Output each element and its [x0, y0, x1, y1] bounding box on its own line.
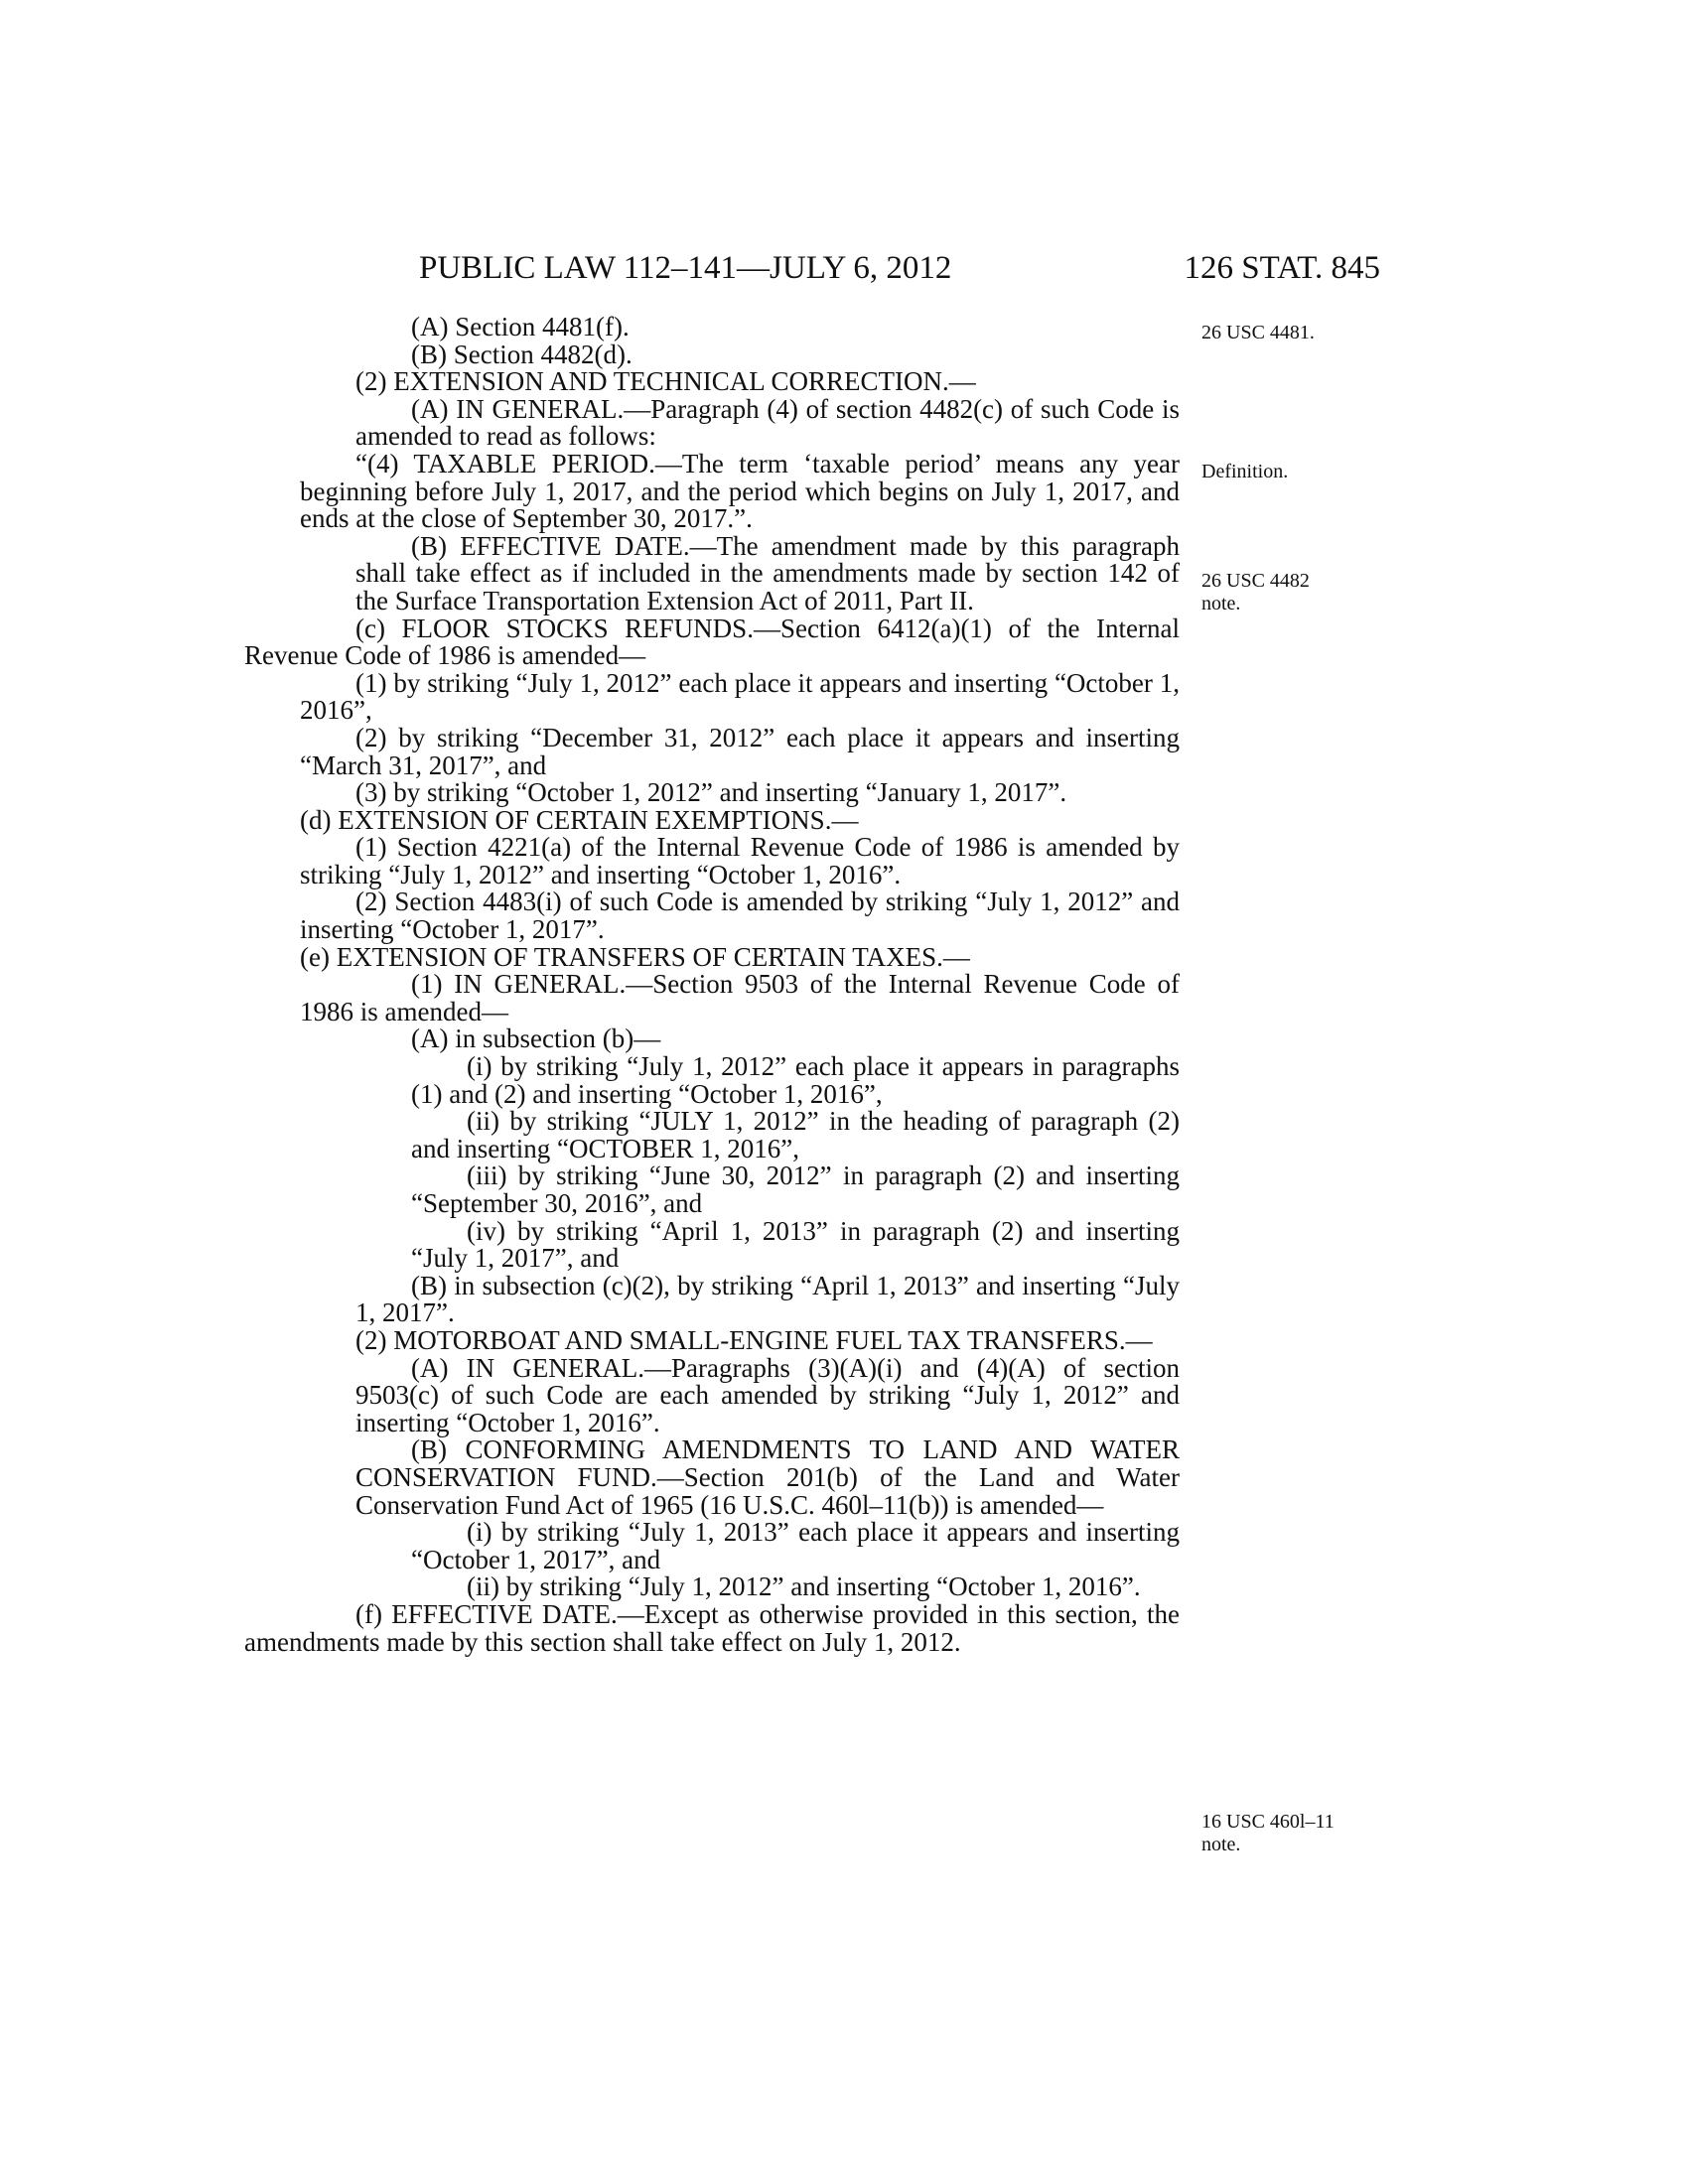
- paragraph: (B) EFFECTIVE DATE.—The amendment made by this paragraph shall take effect as if included in the amendments made by section 142 of the Surface Transportation Extension Act of 2011, Part II.: [355, 530, 1180, 615]
- paragraph: (i) by striking “July 1, 2013” each place it appears and inserting “October 1, 2017”, and: [411, 1517, 1180, 1574]
- paragraph: (iv) by striking “April 1, 2013” in paragraph (2) and inserting “July 1, 2017”, and: [411, 1215, 1180, 1274]
- margin-note: 26 USC 4482 note.: [1201, 570, 1310, 614]
- paragraph: (A) IN GENERAL.—Paragraph (4) of section 4482(c) of such Code is amended to read as follows:: [355, 393, 1180, 452]
- paragraph-heading: (d) EXTENSION OF CERTAIN EXEMPTIONS.—: [300, 804, 859, 835]
- margin-note: 16 USC 460l–11 note.: [1201, 1811, 1335, 1855]
- paragraph-heading: (2) EXTENSION AND TECHNICAL CORRECTION.—: [355, 366, 976, 397]
- paragraph: (ii) by striking “July 1, 2012” and inserting “October 1, 2016”.: [467, 1571, 1141, 1602]
- paragraph: (A) Section 4481(f).: [411, 312, 630, 341]
- margin-note: Definition.: [1201, 461, 1289, 482]
- page-header: [298, 250, 1380, 290]
- paragraph: (iii) by striking “June 30, 2012” in paragraph (2) and inserting “September 30, 2016”, and: [411, 1160, 1180, 1218]
- paragraph-heading: (e) EXTENSION OF TRANSFERS OF CERTAIN TAXES.—: [300, 941, 970, 972]
- paragraph: (B) Section 4482(d).: [411, 339, 633, 369]
- paragraph: (B) in subsection (c)(2), by striking “April 1, 2013” and inserting “July 1, 2017”.: [355, 1270, 1180, 1328]
- paragraph: (i) by striking “July 1, 2012” each place it appears in paragraphs (1) and (2) and inserting “October 1, 2016”,: [411, 1051, 1180, 1109]
- paragraph: (3) by striking “October 1, 2012” and inserting “January 1, 2017”.: [355, 777, 1067, 808]
- paragraph: (1) Section 4221(a) of the Internal Revenue Code of 1986 is amended by striking “July 1, 2012” and inserting “October 1, 2016”.: [300, 832, 1180, 889]
- paragraph: (A) in subsection (b)—: [411, 1024, 661, 1054]
- paragraph: (A) IN GENERAL.—Paragraphs (3)(A)(i) and (4)(A) of section 9503(c) of such Code are each amended by striking “July 1, 2012” and inserting “October 1, 2016”.: [355, 1352, 1180, 1437]
- paragraph: (ii) by striking “JULY 1, 2012” in the heading of paragraph (2) and inserting “OCTOBER 1, 2016”,: [411, 1106, 1180, 1163]
- paragraph-heading: (2) MOTORBOAT AND SMALL-ENGINE FUEL TAX TRANSFERS.—: [355, 1324, 1153, 1355]
- paragraph: (1) by striking “July 1, 2012” each place it appears and inserting “October 1, 2016”,: [300, 667, 1180, 726]
- paragraph: (f) EFFECTIVE DATE.—Except as otherwise provided in this section, the amendments made by this section shall take effect on July 1, 2012.: [244, 1598, 1180, 1657]
- public-law-citation: PUBLIC LAW 112–141—JULY 6, 2012: [419, 250, 952, 286]
- paragraph: “(4) TAXABLE PERIOD.—The term ‘taxable period’ means any year beginning before July 1, 2017, and the period which begins on July 1, 2017, and ends at the close of September 30, 2017.”.: [300, 448, 1180, 534]
- margin-note: 26 USC 4481.: [1201, 322, 1315, 343]
- paragraph: (B) CONFORMING AMENDMENTS TO LAND AND WATER CONSERVATION FUND.—Section 201(b) of the Land and Water Conservation Fund Act of 1965 (16 U.S.C. 460l–11(b)) is amended—: [355, 1434, 1180, 1520]
- paragraph: (1) IN GENERAL.—Section 9503 of the Internal Revenue Code of 1986 is amended—: [300, 969, 1180, 1026]
- paragraph: (2) Section 4483(i) of such Code is amended by striking “July 1, 2012” and inserting “October 1, 2017”.: [300, 887, 1180, 945]
- document-body: [244, 312, 1180, 1657]
- paragraph: (c) FLOOR STOCKS REFUNDS.—Section 6412(a)(1) of the Internal Revenue Code of 1986 is amended—: [244, 613, 1180, 671]
- statute-page-number: 126 STAT. 845: [1184, 250, 1380, 286]
- paragraph: (2) by striking “December 31, 2012” each place it appears and inserting “March 31, 2017”, and: [300, 722, 1180, 780]
